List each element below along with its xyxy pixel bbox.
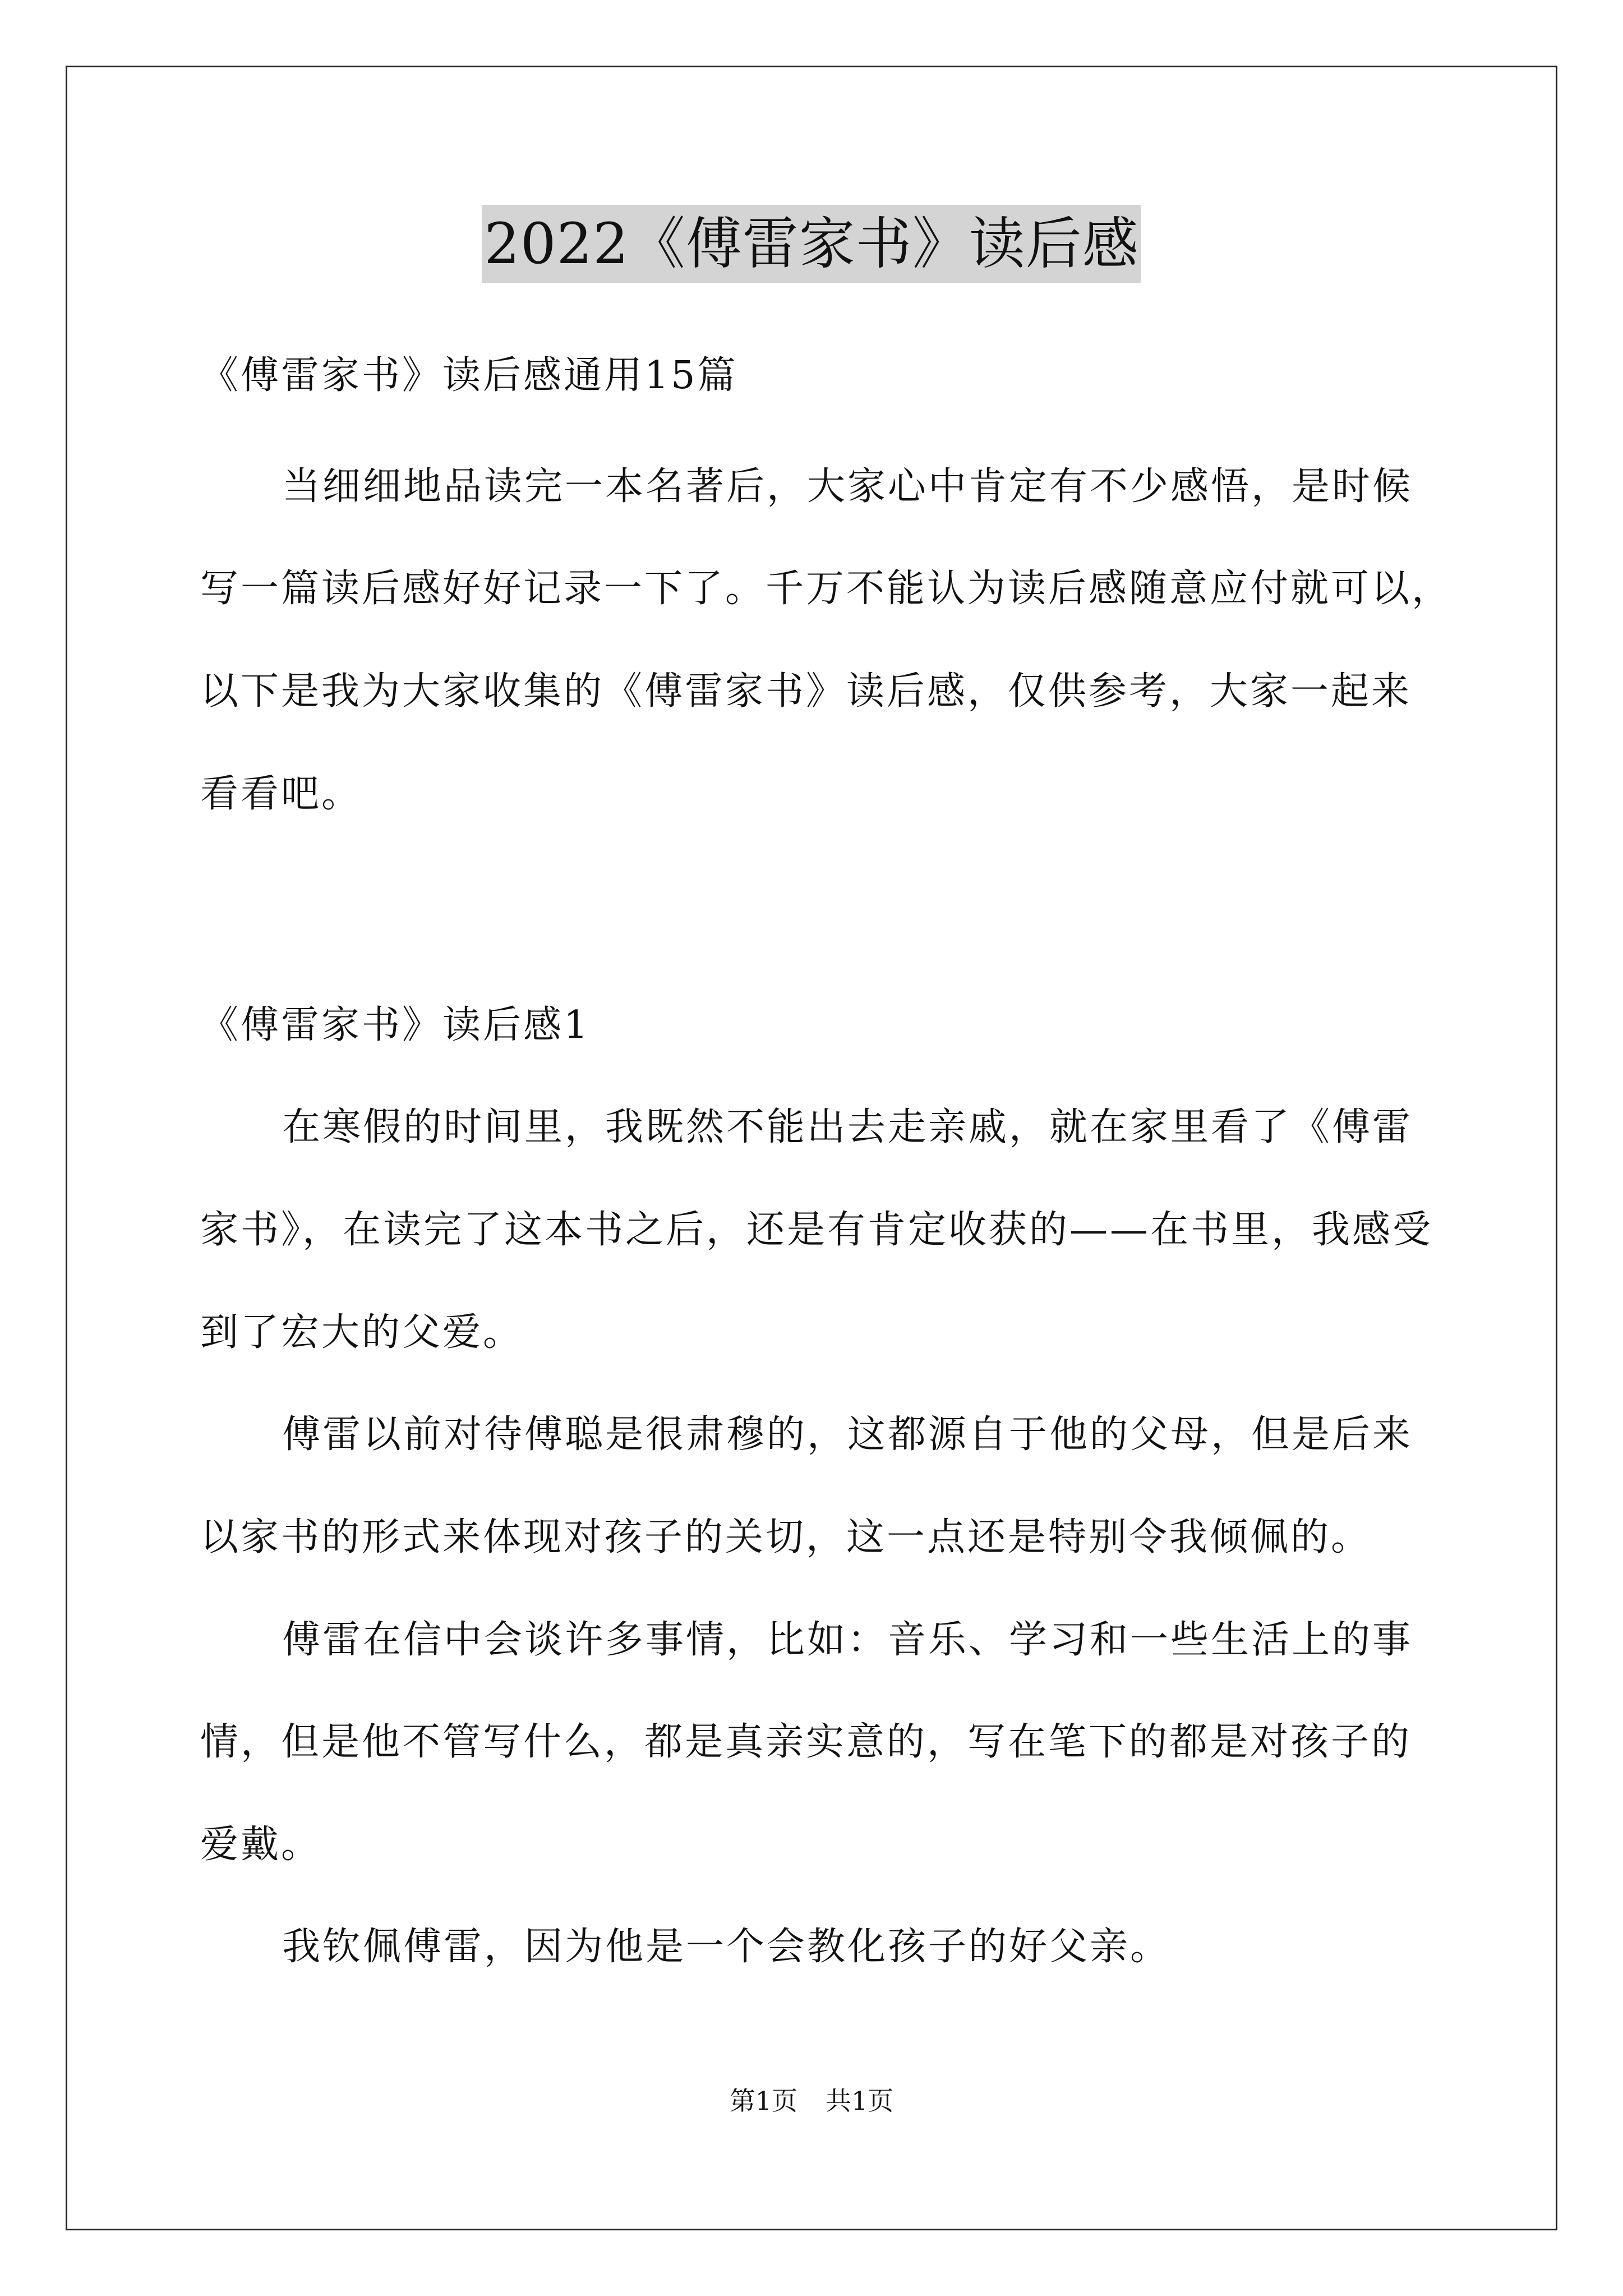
body-line-1: 在寒假的时间里，我既然不能出去走亲戚，就在家里看了《傅雷 [282,1105,1413,1149]
body-line-7: 情，但是他不管写什么，都是真亲实意的，写在笔下的都是对孩子的 [200,1720,1412,1764]
body-line-3: 到了宏大的父爱。 [200,1310,524,1355]
intro-line-1: 当细细地品读完一本名著后，大家心中肯定有不少感悟，是时候 [282,464,1413,509]
body-line-5: 以家书的形式来体现对孩子的关切，这一点还是特别令我倾佩的。 [200,1515,1372,1559]
body-line-8: 爱戴。 [200,1823,322,1867]
intro-line-4: 看看吧。 [200,772,362,816]
title-container [0,205,1623,283]
body-line-4: 傅雷以前对待傅聪是很肃穆的，这都源自于他的父母，但是后来 [282,1412,1413,1457]
intro-line-3: 以下是我为大家收集的《傅雷家书》读后感，仅供参考，大家一起来 [200,669,1412,714]
body-line-9: 我钦佩傅雷，因为他是一个会教化孩子的好父亲。 [282,1925,1171,1969]
page-number: 第1页 [729,2086,797,2116]
intro-line-2: 写一篇读后感好好记录一下了。千万不能认为读后感随意应付就可以， [200,567,1453,611]
page-footer [0,2084,1623,2118]
document-subtitle: 《傅雷家书》读后感通用15篇 [200,353,738,398]
body-line-6: 傅雷在信中会谈许多事情，比如：音乐、学习和一些生活上的事 [282,1618,1413,1662]
page-total: 共1页 [826,2086,894,2116]
body-line-2: 家书》，在读完了这本书之后，还是有肯定收获的——在书里，我感受 [200,1208,1433,1252]
document-title: 2022《傅雷家书》读后感 [482,205,1141,283]
section-heading: 《傅雷家书》读后感1 [200,1003,591,1047]
